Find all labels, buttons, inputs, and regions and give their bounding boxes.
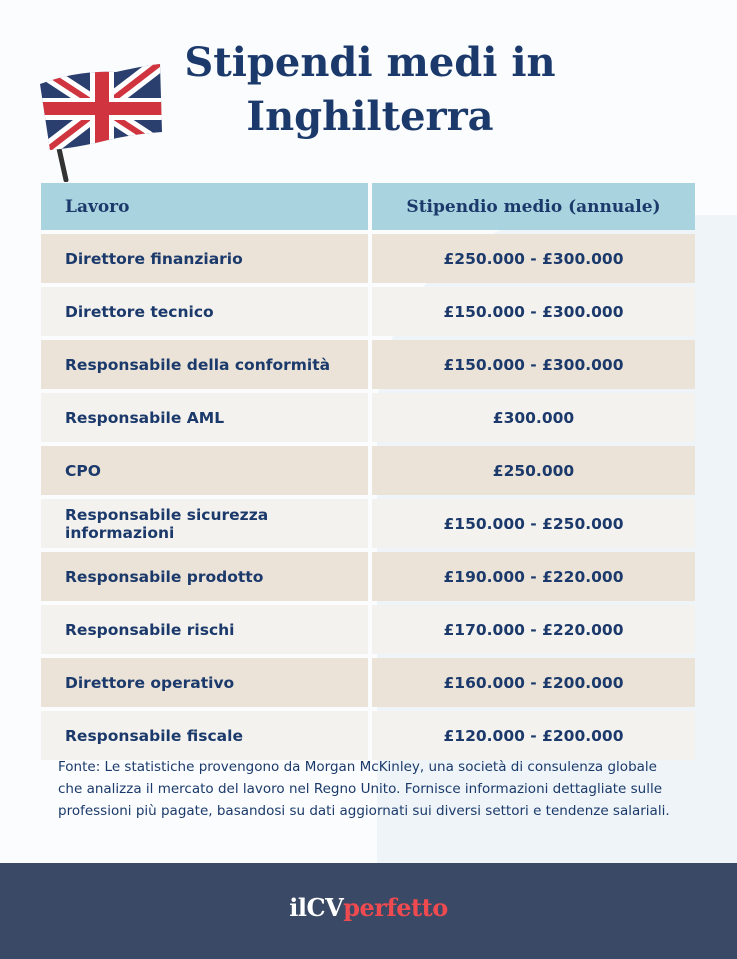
job-cell: Direttore operativo [41, 658, 368, 707]
salary-cell: £250.000 [368, 446, 695, 495]
source-note: Fonte: Le statistiche provengono da Morgan McKinley, una società di consulenza globale che analizza il mercato del lavoro nel Regno Unito. Fornisce informazioni dettagliate sulle professioni più pagate, basandosi su dati aggiornati sui diversi settori e tendenze salariali. [58, 759, 670, 819]
table-row [41, 658, 695, 707]
logo-text-perfetto: perfetto [343, 893, 448, 922]
salary-cell: £170.000 - £220.000 [368, 605, 695, 654]
salary-cell: £150.000 - £300.000 [368, 340, 695, 389]
job-cell: CPO [41, 446, 368, 495]
salary-cell: £150.000 - £300.000 [368, 287, 695, 336]
job-cell: Responsabile sicurezza informazioni [41, 499, 368, 548]
salary-cell: £300.000 [368, 393, 695, 442]
table-row [41, 605, 695, 654]
table-row [41, 393, 695, 442]
table-row [41, 446, 695, 495]
table-row [41, 711, 695, 760]
footer [0, 863, 737, 959]
page-title: Stipendi medi in Inghilterra [184, 39, 556, 140]
job-cell: Responsabile rischi [41, 605, 368, 654]
salary-cell: £250.000 - £300.000 [368, 234, 695, 283]
uk-flag-icon [38, 62, 168, 182]
job-cell: Direttore tecnico [41, 287, 368, 336]
table-header-row [41, 183, 695, 230]
job-cell: Direttore finanziario [41, 234, 368, 283]
salary-cell: £190.000 - £220.000 [368, 552, 695, 601]
brand-logo [0, 893, 737, 922]
column-header-salary: Stipendio medio (annuale) [368, 183, 695, 230]
table-row [41, 499, 695, 548]
salary-table [41, 179, 695, 764]
job-cell: Responsabile AML [41, 393, 368, 442]
column-header-job: Lavoro [41, 183, 368, 230]
logo-text-ilcv: ilCV [289, 893, 344, 922]
table-row [41, 287, 695, 336]
job-cell: Responsabile della conformità [41, 340, 368, 389]
table-row [41, 552, 695, 601]
salary-cell: £150.000 - £250.000 [368, 499, 695, 548]
table-row [41, 234, 695, 283]
job-cell: Responsabile prodotto [41, 552, 368, 601]
table-row [41, 340, 695, 389]
salary-cell: £120.000 - £200.000 [368, 711, 695, 760]
salary-cell: £160.000 - £200.000 [368, 658, 695, 707]
job-cell: Responsabile fiscale [41, 711, 368, 760]
